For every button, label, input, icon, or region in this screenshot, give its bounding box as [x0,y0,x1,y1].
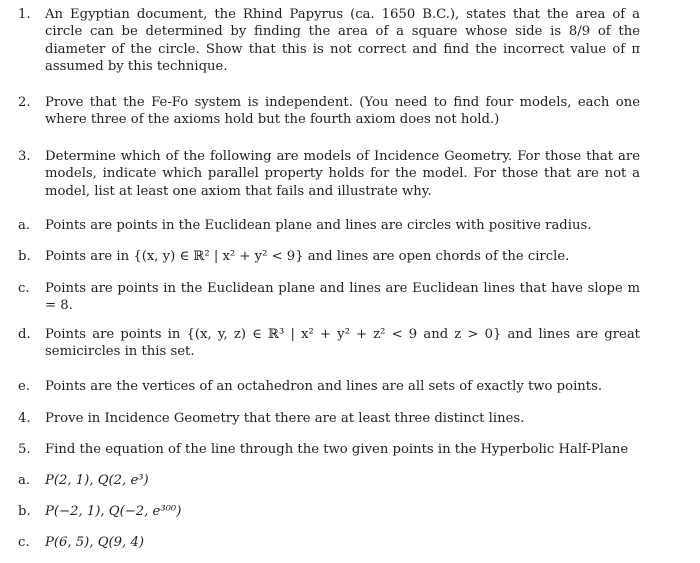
problem-5c-letter: c. [18,535,30,550]
problem-5a [18,472,640,489]
problem-5a-points: P(2, 1), Q(2, e³) [45,473,149,488]
problem-3e-letter: e. [18,379,30,394]
problem-3c-text: Points are points in the Euclidean plane and lines are Euclidean lines that have slope m = 8. [45,281,640,314]
problem-3a-text: Points are points in the Euclidean plane and lines are circles with positive radius. [45,218,592,233]
problem-3c-letter: c. [18,281,30,296]
problem-5b-letter: b. [18,504,31,519]
problem-3d-letter: d. [18,327,31,342]
problem-5a-letter: a. [18,473,31,488]
problem-5c [18,534,640,551]
problem-3d [18,326,640,361]
problem-3a [18,217,640,234]
problem-3c [18,280,640,315]
problem-3b-letter: b. [18,249,31,264]
problem-3e [18,378,640,395]
problem-1-text: An Egyptian document, the Rhind Papyrus (ca. 1650 B.C.), states that the area of a circle can be determined by finding the area of a square whose side is 8/9 of the diameter of the circle. Show that this is not correct and find the incorrect value of π assumed by this technique. [45,7,640,75]
problem-2-text: Prove that the Fe-Fo system is independent. (You need to find four models, each one where three of the axioms hold but the fourth axiom does not hold.) [45,95,640,128]
problem-3b-text: Points are in {(x, y) ∈ ℝ² | x² + y² < 9} and lines are open chords of the circle. [45,249,570,264]
problem-3 [18,148,640,200]
problem-3a-letter: a. [18,218,31,233]
problem-1 [18,6,640,76]
problem-4-number: 4. [18,411,31,426]
problem-3-number: 3. [18,149,31,164]
problem-4 [18,410,640,427]
problem-3e-text: Points are the vertices of an octahedron and lines are all sets of exactly two points. [45,379,603,394]
problem-2-number: 2. [18,95,31,110]
problem-4-text: Prove in Incidence Geometry that there are at least three distinct lines. [45,411,525,426]
problem-3-text: Determine which of the following are models of Incidence Geometry. For those that are models, indicate which parallel property holds for the model. For those that are not a model, list at least one axiom that fails and illustrate why. [45,149,640,199]
problem-5b-points: P(−2, 1), Q(−2, e³⁰⁰) [45,504,182,519]
problem-3b [18,248,640,265]
problem-5b [18,503,640,520]
problem-5c-points: P(6, 5), Q(9, 4) [45,535,144,550]
problem-5 [18,441,640,458]
problem-5-text: Find the equation of the line through the two given points in the Hyperbolic Half-Plane [45,442,629,457]
problem-2 [18,94,640,129]
problem-5-number: 5. [18,442,31,457]
problem-3d-text: Points are points in {(x, y, z) ∈ ℝ³ | x² + y² + z² < 9 and z > 0} and lines are great semicircles in this set. [45,327,640,360]
problem-1-number: 1. [18,7,31,22]
